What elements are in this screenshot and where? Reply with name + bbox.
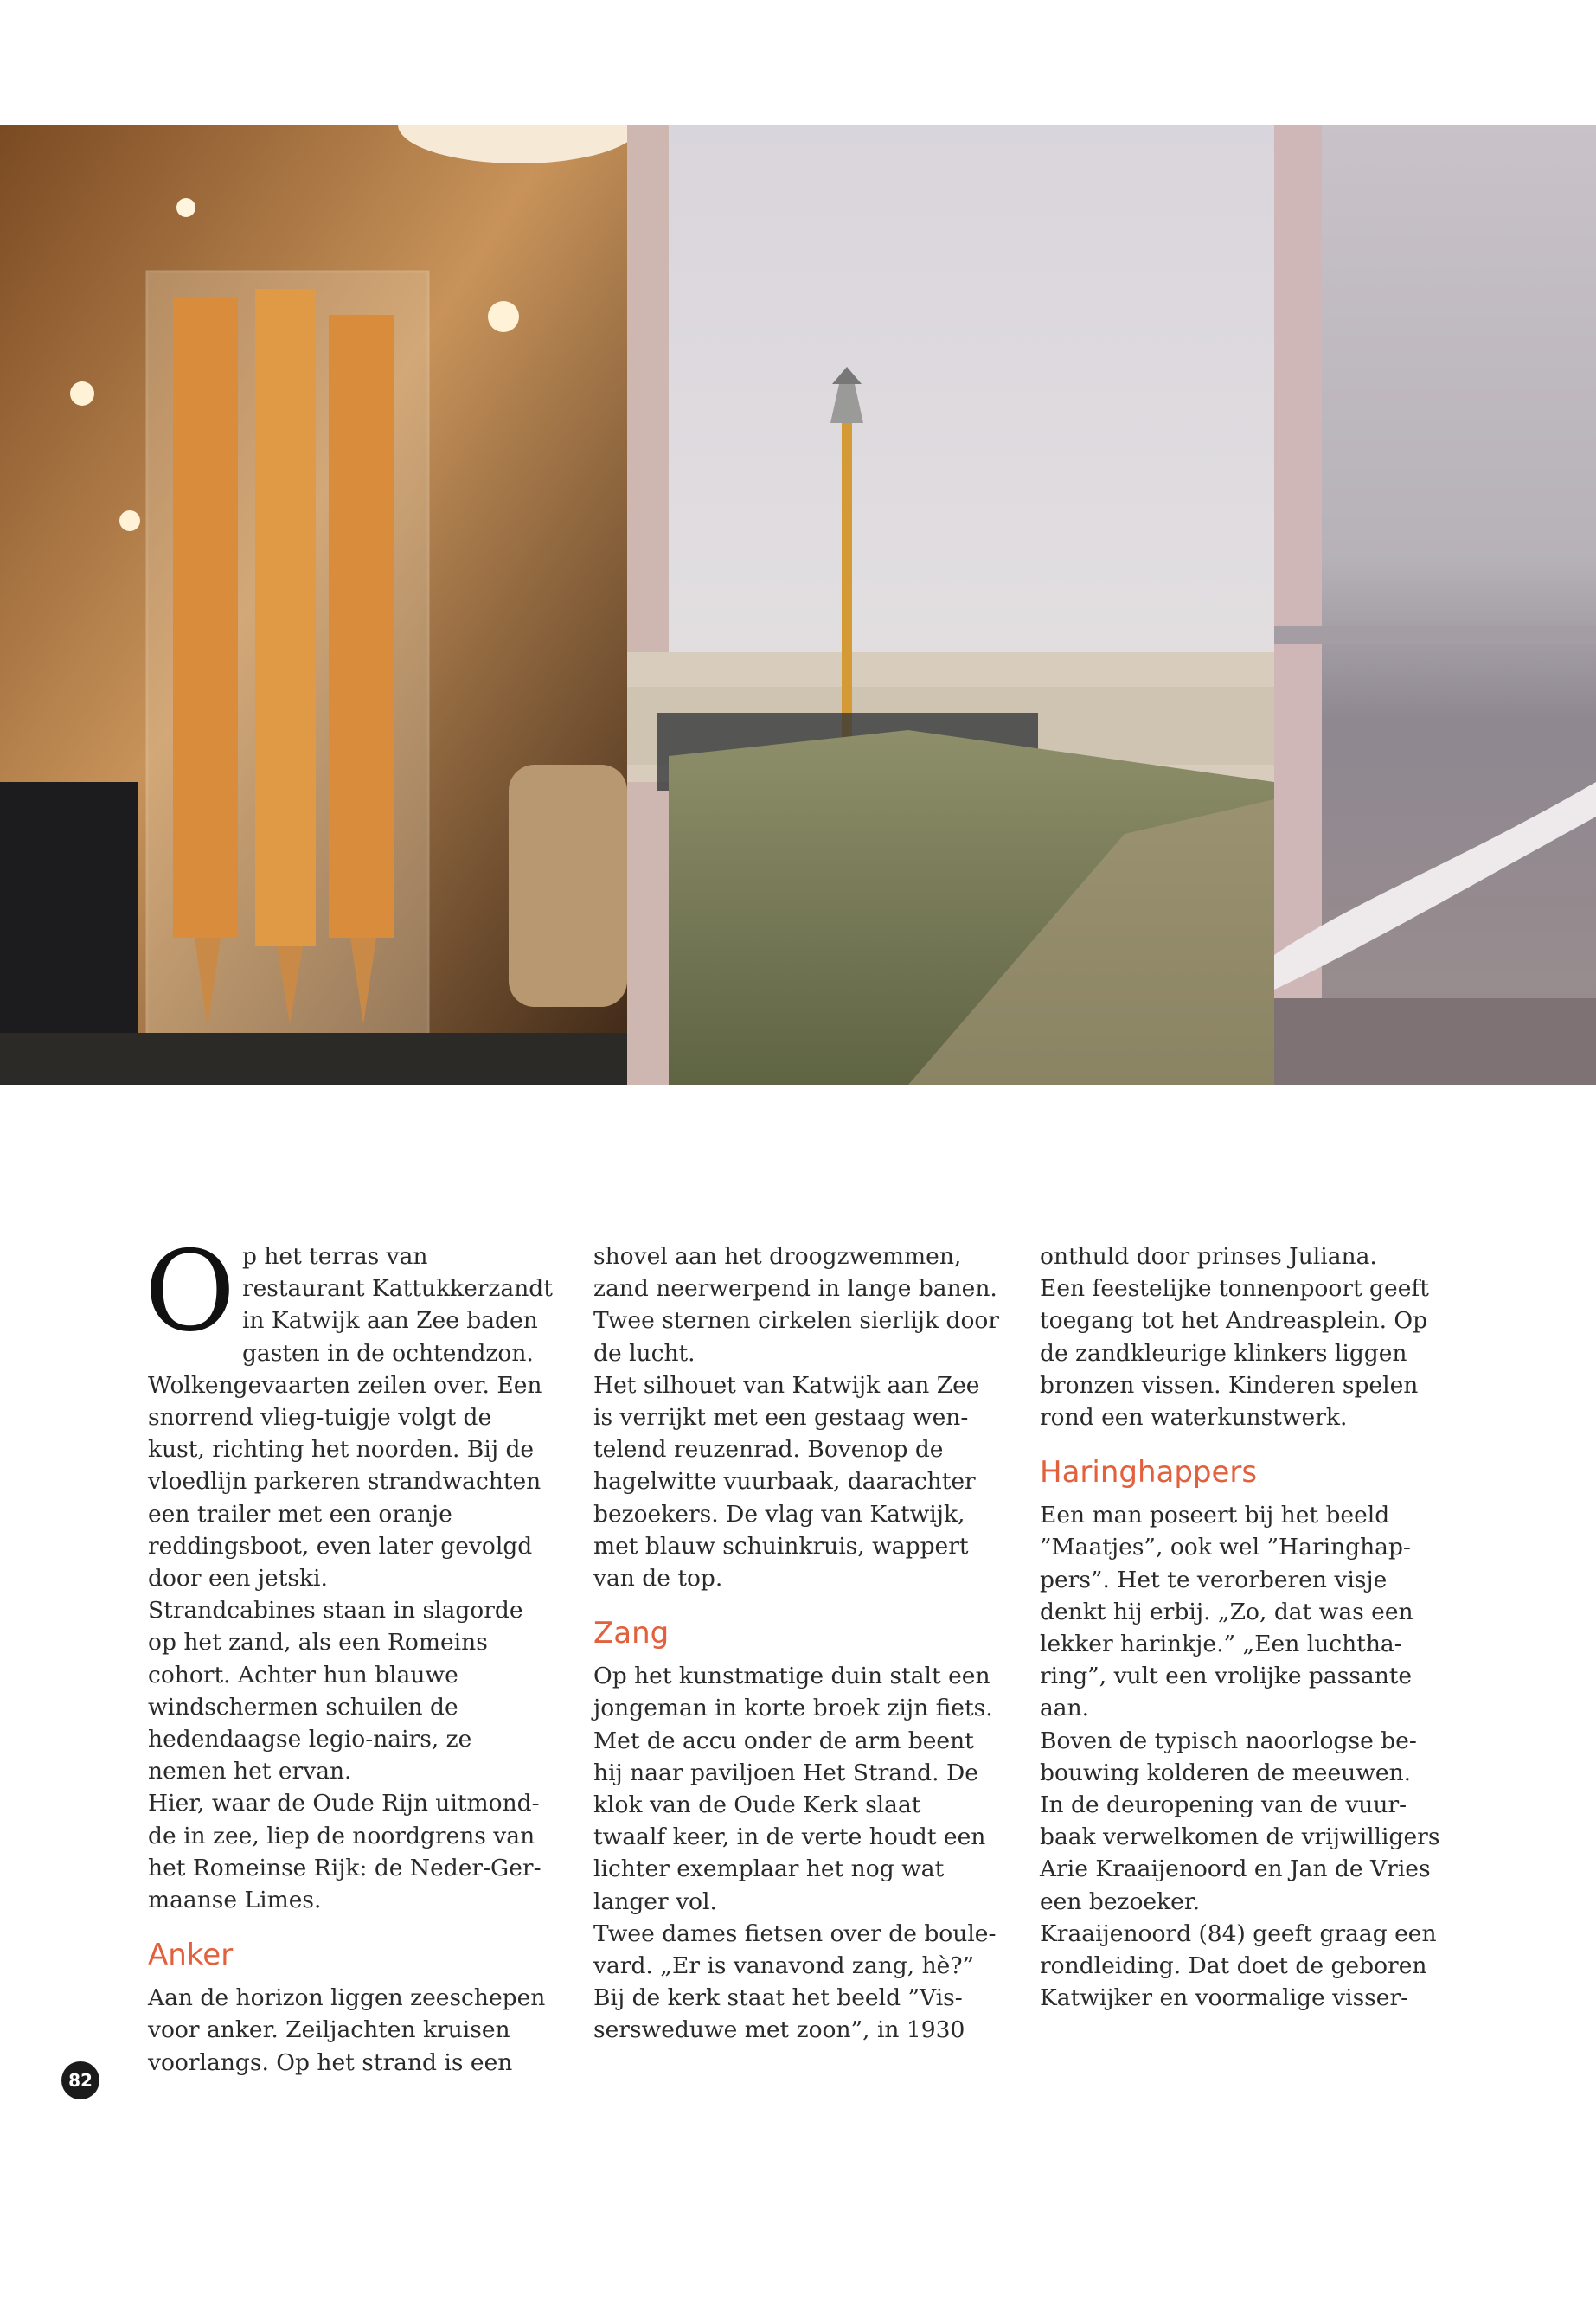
drop-cap: O [144,1227,235,1356]
photo-collage [0,125,1596,1085]
intro-paragraph [144,1227,554,1594]
paragraph: Op het kunstmatige duin stalt een jongeman in korte broek zijn fiets. Met de accu onder de arm beent hij naar paviljoen Het Strand. De klok van de Oude Kerk slaat twaalf keer, in de verte houdt een lichter exemplaar het nog wat langer vol. [593,1663,993,1915]
paragraph: Een feestelijke tonnenpoort geeft toegang tot het Andreasplein. Op de zandkleurige klinkers liggen bronzen vissen. Kinderen spelen rond een waterkunstwerk. [1040,1275,1429,1432]
article-column-1 [144,1227,554,2079]
photo-strip [0,125,1596,1085]
page-number-badge: 82 [61,2061,99,2099]
paragraph: In de deuropening van de vuur-baak verwelkomen de vrijwilligers Arie Kraaijenoord en Jan de Vries een bezoeker. [1040,1791,1440,1915]
paragraph: Strandcabines staan in slagorde op het zand, als een Romeins cohort. Achter hun blauwe windschermen schuilen de hedendaagse legio-nairs, ze nemen het ervan. [148,1597,523,1785]
paragraph: Twee dames fietsen over de boule-vard. „Er is vanavond zang, hè?” [593,1920,997,1980]
paragraph: Bij de kerk staat het beeld ”Vis-sersweduwe met zoon”, in 1930 [593,1984,965,2044]
intro-rest: de ochtendzon. Wolkengevaarten zeilen over. Een snorrend vlieg-tuigje volgt de kust, richting het noorden. Bij de vloedlijn parkeren strandwachten een trailer met een oranje reddingsboot, even later gevolgd door een jetski. [148,1339,542,1593]
sea-waves-photo [1274,125,1596,1085]
intro-lead: p het terras van restaurant Kattukkerzandt in Katwijk aan Zee baden gasten in [241,1243,553,1367]
subheading-zang: Zang [593,1616,670,1651]
article-column-3 [1040,1240,1446,2014]
paragraph: Het silhouet van Katwijk aan Zee is verrijkt met een gestaag wen-telend reuzenrad. Bovenop de hagelwitte vuurbaak, daarachter bezoekers. De vlag van Katwijk, met blauw schuinkruis, wappert van de top. [593,1371,980,1593]
paragraph: Kraaijenoord (84) geeft graag een rondleiding. Dat doet de geboren Katwijker en voormalige visser- [1040,1920,1437,2012]
subheading-haringhappers: Haringhappers [1040,1455,1258,1490]
paragraph: Een man poseert bij het beeld ”Maatjes”, ook wel ”Haringhap-pers”. Het te verorberen visje denkt hij erbij. „Zo, dat was een lekker harinkje.” „Een luchtha-ring”, vult een vrolijke passante aan. [1040,1502,1413,1722]
paragraph: Hier, waar de Oude Rijn uitmond-de in zee, liep de noordgrens van het Romeinse Rijk: de Neder-Ger-maanse Limes. [148,1790,542,1914]
paragraph: Aan de horizon liggen zeeschepen voor anker. Zeiljachten kruisen voorlangs. Op het strand is een [148,1984,546,2076]
beach-lamppost-dunes-photo [627,125,1274,1085]
subheading-anker: Anker [148,1938,234,1973]
article-column-2 [593,1240,1000,2047]
paragraph: shovel aan het droogzwemmen, zand neerwerpend in lange banen. Twee sternen cirkelen sierlijk door de lucht. [593,1243,1000,1367]
paragraph: Boven de typisch naoorlogse be-bouwing kolderen de meeuwen. [1040,1727,1417,1786]
paragraph: onthuld door prinses Juliana. [1040,1243,1377,1270]
ice-cream-cones-photo [0,125,640,1085]
